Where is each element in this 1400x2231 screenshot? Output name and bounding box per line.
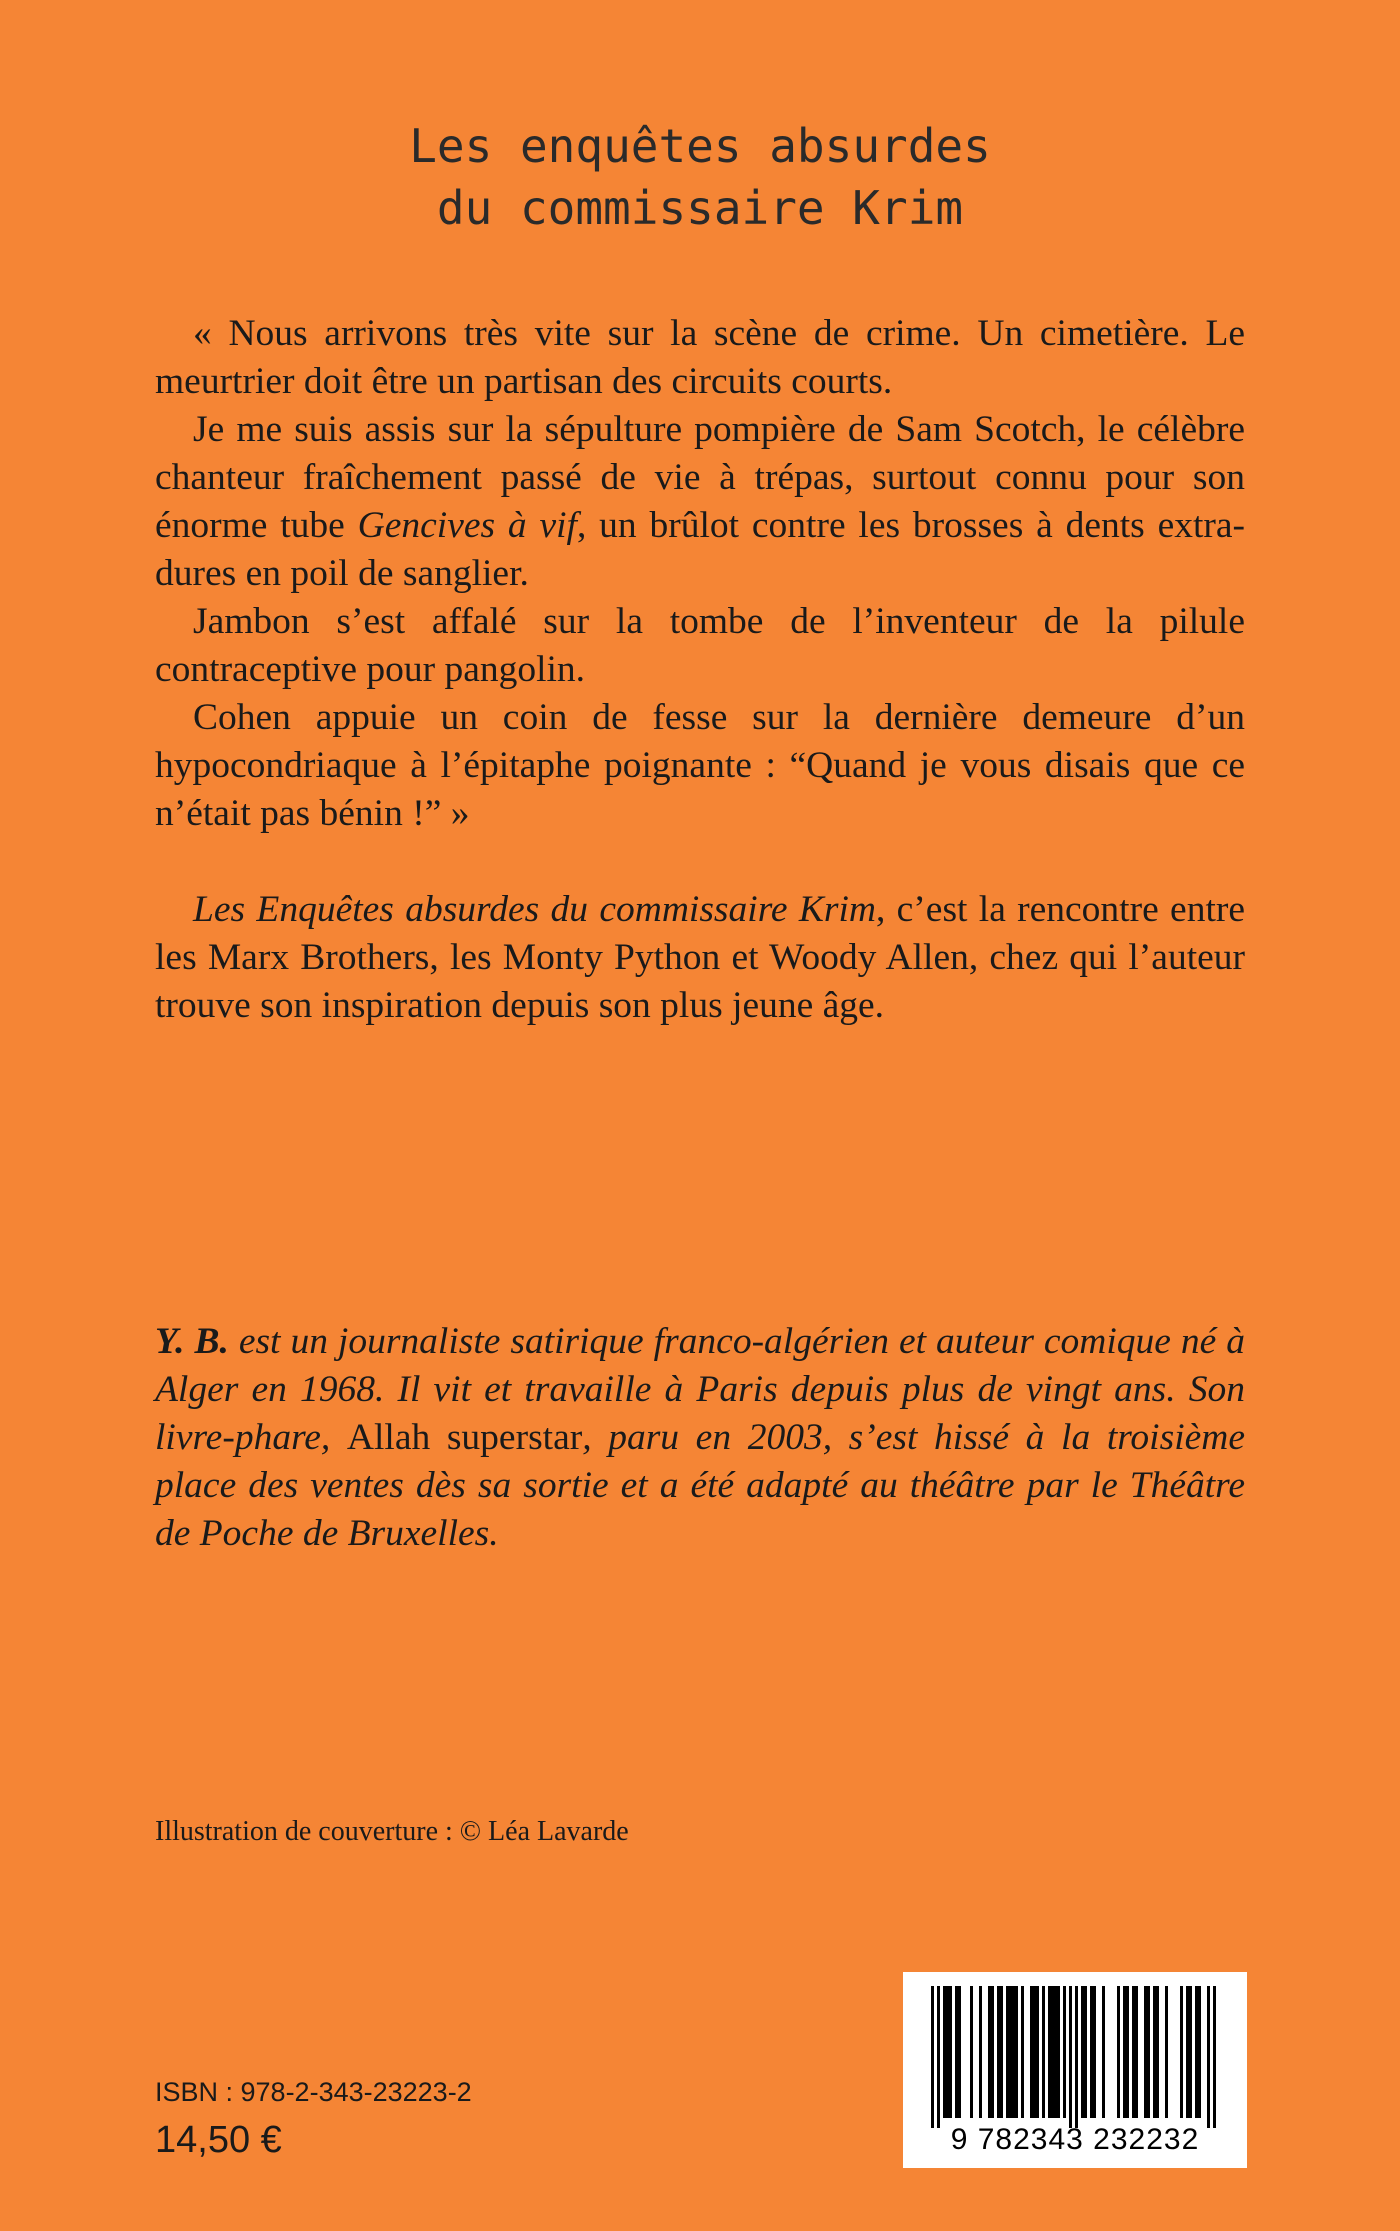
price: 14,50 € bbox=[155, 2119, 282, 2161]
barcode-bar bbox=[1156, 1986, 1159, 2118]
barcode-bar bbox=[1195, 1986, 1198, 2118]
barcode-digits: 9 782343 232232 bbox=[950, 2123, 1200, 2156]
blurb-paragraph-2 bbox=[155, 406, 1245, 598]
barcode-bar bbox=[1144, 1986, 1147, 2118]
isbn: ISBN : 978-2-343-23223-2 bbox=[155, 2077, 472, 2107]
barcode-bar bbox=[955, 1986, 958, 2118]
barcode-bar bbox=[970, 1986, 973, 2118]
barcode-bar bbox=[1054, 1986, 1057, 2118]
barcode-bar bbox=[1042, 1986, 1045, 2118]
barcode-bar bbox=[1048, 1986, 1051, 2118]
paragraph-gap bbox=[155, 838, 1245, 886]
barcode-bar bbox=[988, 1986, 991, 2118]
barcode-bar bbox=[1090, 1986, 1093, 2118]
barcode-bar bbox=[1189, 1986, 1192, 2118]
barcode-bar bbox=[1084, 1986, 1087, 2118]
barcode-bar bbox=[946, 1986, 949, 2118]
barcode-bar bbox=[997, 1986, 1000, 2118]
barcode-bar bbox=[1015, 1986, 1018, 2118]
barcode-bar bbox=[1012, 1986, 1015, 2118]
title-line-2: du commissaire Krim bbox=[436, 181, 964, 235]
barcode-bar bbox=[1132, 1986, 1135, 2118]
bio-text-1: est un journaliste satirique franco-algérien et auteur comique né à Alger en 1968. Il vit et travaille à Paris depuis plus de vingt ans. Son livre-phare, bbox=[155, 1321, 1245, 1458]
blurb-paragraph-3: Jambon s’est affalé sur la tombe de l’inventeur de la pilule contraceptive pour pangolin. bbox=[155, 601, 1245, 690]
bio-book-title: Allah superstar bbox=[346, 1417, 583, 1458]
barcode-bar bbox=[1057, 1986, 1060, 2118]
barcode-bar bbox=[1117, 1986, 1120, 2118]
barcode-bar bbox=[1123, 1986, 1126, 2118]
book-title bbox=[0, 115, 1400, 239]
barcode-bar bbox=[1180, 1986, 1183, 2118]
barcode-bar bbox=[1063, 1986, 1066, 2118]
barcode-bar bbox=[1033, 1986, 1036, 2118]
barcode-bar bbox=[1135, 1986, 1138, 2118]
blurb-paragraph-4: Cohen appuie un coin de fesse sur la dernière demeure d’un hypocondriaque à l’épitaphe poignante : “Quand je vous disais que ce n’était pas bénin !” » bbox=[155, 697, 1245, 834]
barcode-bar bbox=[1186, 1986, 1189, 2118]
blurb-p2-text-b: , un brûlot contre les brosses à dents extra-dures en poil de sanglier. bbox=[155, 505, 1246, 594]
illustration-credit: Illustration de couverture : © Léa Lavarde bbox=[155, 1816, 629, 1847]
barcode-bar bbox=[1093, 1986, 1096, 2118]
barcode-bar bbox=[1069, 1986, 1072, 2128]
author-initials: Y. B. bbox=[155, 1321, 229, 1362]
blurb-paragraph-5 bbox=[155, 886, 1245, 1030]
barcode-bar bbox=[1030, 1986, 1033, 2118]
barcode-bar bbox=[1009, 1986, 1012, 2118]
blurb-paragraph-1: « Nous arrivons très vite sur la scène de crime. Un cimetière. Le meurtrier doit être un partisan des circuits courts. bbox=[155, 313, 1245, 402]
barcode-bar bbox=[1147, 1986, 1150, 2118]
barcode-bar bbox=[1153, 1986, 1156, 2118]
author-bio bbox=[155, 1318, 1245, 1558]
barcode-bar bbox=[931, 1986, 934, 2128]
barcode bbox=[903, 1972, 1247, 2168]
barcode-bar bbox=[1075, 1986, 1078, 2128]
barcode-bar bbox=[1000, 1986, 1003, 2118]
barcode-bar bbox=[1036, 1986, 1039, 2118]
barcode-bar bbox=[991, 1986, 994, 2118]
barcode-bar bbox=[1213, 1986, 1216, 2128]
barcode-bar bbox=[949, 1986, 952, 2118]
barcode-bar bbox=[1102, 1986, 1105, 2118]
song-title: Gencives à vif bbox=[357, 505, 577, 546]
barcode-bar bbox=[1081, 1986, 1084, 2118]
barcode-bar bbox=[1198, 1986, 1201, 2118]
barcode-bar bbox=[1165, 1986, 1168, 2118]
blurb-p2-text-a: Je me suis assis sur la sépulture pompière de Sam Scotch, le célèbre chanteur fraîchement passé de vie à trépas, surtout connu pour son énorme tube bbox=[155, 409, 1245, 546]
barcode-bar bbox=[943, 1986, 946, 2118]
barcode-bar bbox=[1006, 1986, 1009, 2118]
barcode-bar bbox=[1051, 1986, 1054, 2118]
barcode-bar bbox=[1207, 1986, 1210, 2128]
barcode-bar bbox=[1021, 1986, 1024, 2118]
title-line-1: Les enquêtes absurdes bbox=[409, 119, 991, 173]
barcode-bar bbox=[979, 1986, 982, 2118]
blurb bbox=[155, 310, 1245, 1030]
bio-text-2: , paru en 2003, s’est hissé à la troisième place des ventes dès sa sortie et a été adapté au théâtre par le Théâtre de Poche de Bruxelles. bbox=[155, 1417, 1245, 1554]
barcode-bar bbox=[937, 1986, 940, 2128]
blurb-p5-text: , c’est la rencontre entre les Marx Brothers, les Monty Python et Woody Allen, chez qui l’auteur trouve son inspiration depuis son plus jeune âge. bbox=[155, 889, 1245, 1026]
barcode-bar bbox=[958, 1986, 961, 2118]
book-title-italic: Les Enquêtes absurdes du commissaire Krim bbox=[193, 889, 876, 930]
barcode-bar bbox=[1126, 1986, 1129, 2118]
